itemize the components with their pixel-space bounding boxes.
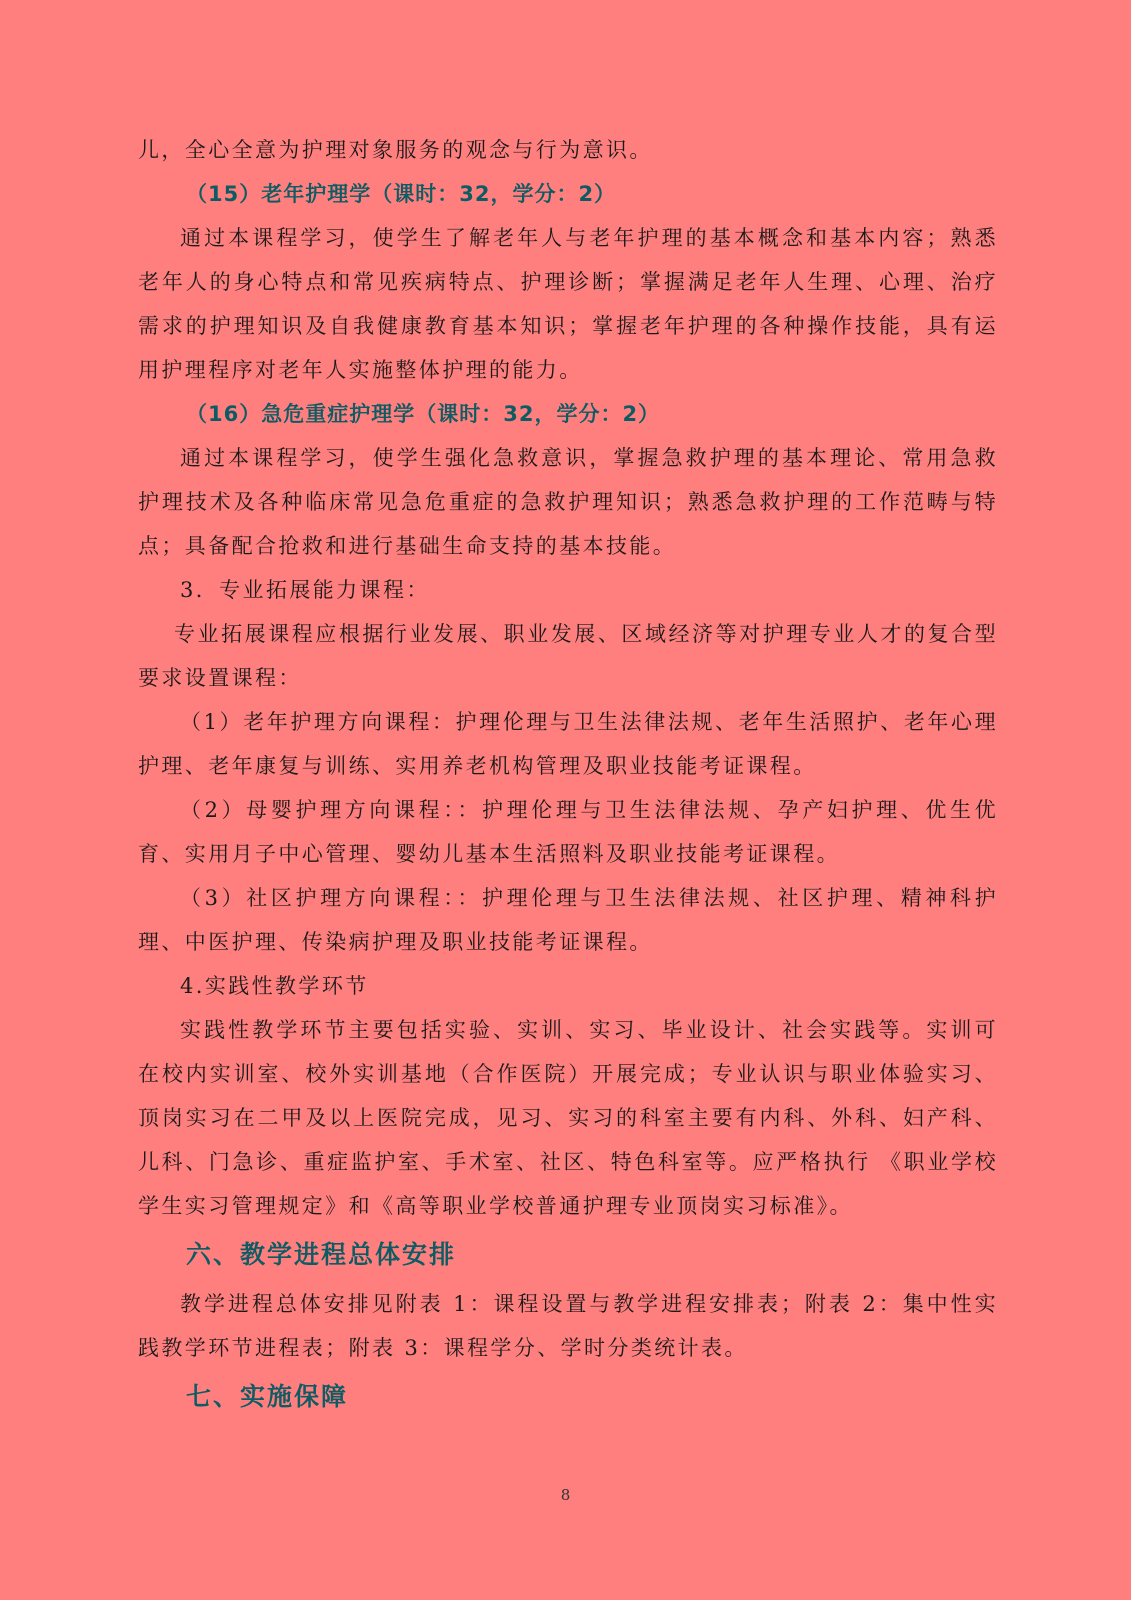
section-heading-4: 4.实践性教学环节	[180, 974, 369, 998]
document-page	[138, 128, 998, 1424]
course-heading-16: （16）急危重症护理学（课时：32，学分：2）	[186, 402, 661, 426]
course-description-16: 通过本课程学习，使学生强化急救意识，掌握急救护理的基本理论、常用急救护理技术及各种临床常见急危重症的急救护理知识；熟悉急救护理的工作范畴与特点；具备配合抢救和进行基础生命支持的基本技能。	[138, 446, 998, 558]
course-description-15: 通过本课程学习，使学生了解老年人与老年护理的基本概念和基本内容；熟悉老年人的身心特点和常见疾病特点、护理诊断；掌握满足老年人生理、心理、治疗需求的护理知识及自我健康教育基本知识；掌握老年护理的各种操作技能，具有运用护理程序对老年人实施整体护理的能力。	[138, 226, 998, 382]
direction-maternal-infant: （2）母婴护理方向课程：：护理伦理与卫生法律法规、孕产妇护理、优生优育、实用月子中心管理、婴幼儿基本生活照料及职业技能考证课程。	[138, 798, 998, 866]
chapter-heading-6: 六、教学进程总体安排	[186, 1240, 457, 1269]
course-heading-15: （15）老年护理学（课时：32，学分：2）	[186, 182, 617, 206]
section-heading-3: 3．专业拓展能力课程：	[180, 578, 430, 602]
chapter-heading-7: 七、实施保障	[186, 1382, 349, 1411]
practice-teaching-paragraph: 实践性教学环节主要包括实验、实训、实习、毕业设计、社会实践等。实训可在校内实训室、校外实训基地（合作医院）开展完成；专业认识与职业体验实习、顶岗实习在二甲及以上医院完成，见习、实习的科室主要有内科、外科、妇产科、儿科、门急诊、重症监护室、手术室、社区、特色科室等。应严格执行 《职业学校学生实习管理规定》和《高等职业学校普通护理专业顶岗实习标准》。	[138, 1018, 998, 1218]
direction-elderly-care: （1）老年护理方向课程：护理伦理与卫生法律法规、老年生活照护、老年心理护理、老年康复与训练、实用养老机构管理及职业技能考证课程。	[138, 710, 998, 778]
paragraph-continuation: 儿，全心全意为护理对象服务的观念与行为意识。	[138, 138, 653, 162]
schedule-paragraph: 教学进程总体安排见附表 1：课程设置与教学进程安排表；附表 2：集中性实践教学环节进程表；附表 3：课程学分、学时分类统计表。	[138, 1292, 998, 1360]
extension-course-intro: 专业拓展课程应根据行业发展、职业发展、区域经济等对护理专业人才的复合型要求设置课程：	[138, 622, 998, 690]
direction-community: （3）社区护理方向课程：：护理伦理与卫生法律法规、社区护理、精神科护理、中医护理、传染病护理及职业技能考证课程。	[138, 886, 998, 954]
page-number: 8	[560, 1486, 571, 1504]
